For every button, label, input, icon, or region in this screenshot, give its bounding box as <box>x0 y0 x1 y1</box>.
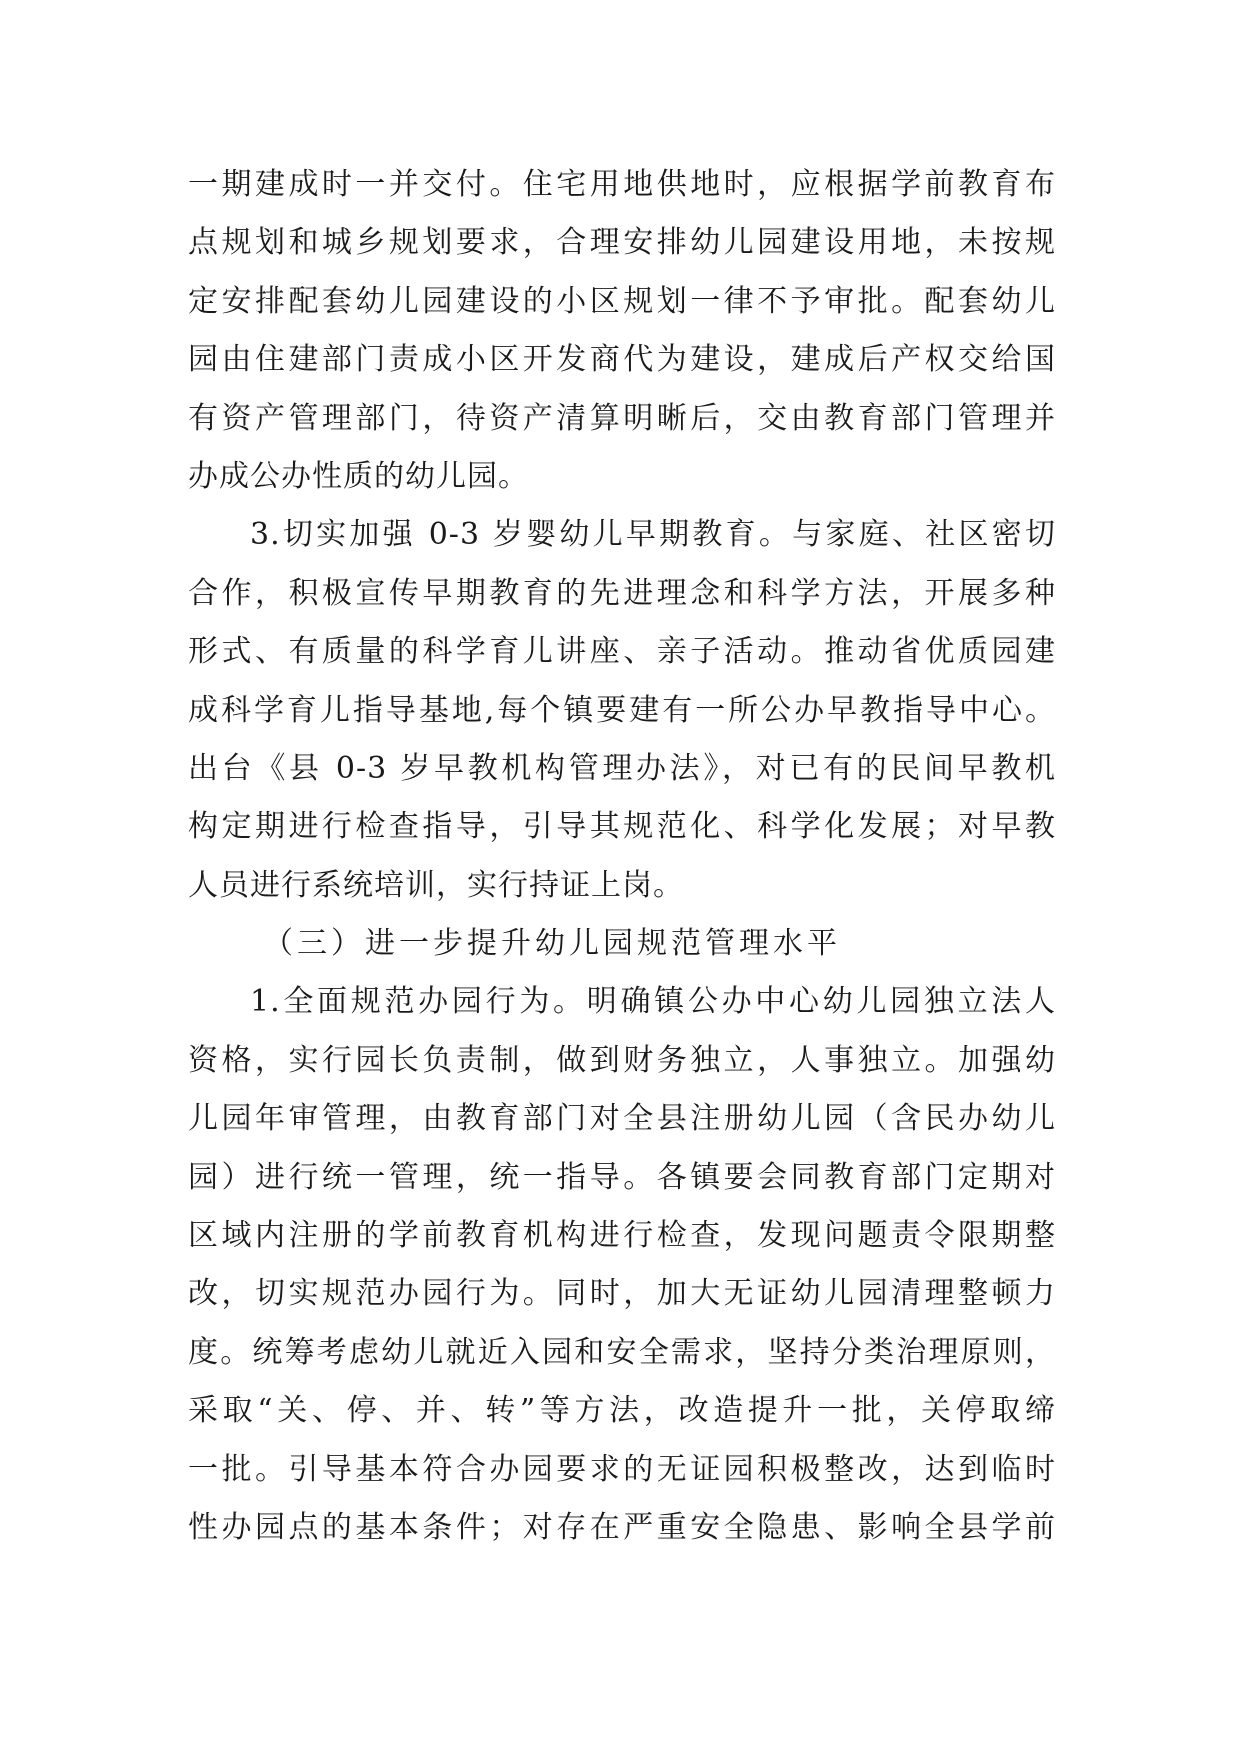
text-line: 改，切实规范办园行为。同时，加大无证幼儿园清理整顿力 <box>188 1276 1056 1312</box>
paragraph <box>188 973 1056 1557</box>
text-line: 儿园年审管理，由教育部门对全县注册幼儿园（含民办幼儿 <box>188 1101 1056 1137</box>
text-line: 点规划和城乡规划要求，合理安排幼儿园建设用地，未按规 <box>188 225 1056 261</box>
text-line: 定安排配套幼儿园建设的小区规划一律不予审批。配套幼儿 <box>188 283 1056 319</box>
text-line: 度。统筹考虑幼儿就近入园和安全需求，坚持分类治理原则， <box>188 1334 1056 1370</box>
text-line: 园由住建部门责成小区开发商代为建设，建成后产权交给国 <box>188 342 1056 378</box>
paragraph <box>188 156 1056 506</box>
text-line: 成科学育儿指导基地,每个镇要建有一所公办早教指导中心。 <box>188 692 1056 728</box>
document-body <box>188 156 1056 1557</box>
text-line: 合作，积极宣传早期教育的先进理念和科学方法，开展多种 <box>188 575 1056 611</box>
text-line: 采取“关、停、并、转”等方法，改造提升一批，关停取缔 <box>188 1393 1056 1429</box>
section-heading <box>188 915 1056 973</box>
paragraph <box>188 506 1056 915</box>
text-line: 一批。引导基本符合办园要求的无证园积极整改，达到临时 <box>188 1451 1056 1487</box>
text-line: 人员进行系统培训，实行持证上岗。 <box>188 867 684 903</box>
text-line: 一期建成时一并交付。住宅用地供地时，应根据学前教育布 <box>188 167 1056 202</box>
text-line: 出台《县 0-3 岁早教机构管理办法》，对已有的民间早教机 <box>188 750 1056 786</box>
text-line: 资格，实行园长负责制，做到财务独立，人事独立。加强幼 <box>188 1042 1056 1078</box>
text-line: 构定期进行检查指导，引导其规范化、科学化发展；对早教 <box>188 809 1056 845</box>
heading-line: （三）进一步提升幼儿园规范管理水平 <box>263 926 841 962</box>
text-line: 3.切实加强 0-3 岁婴幼儿早期教育。与家庭、社区密切 <box>250 517 1056 553</box>
text-line: 有资产管理部门，待资产清算明晰后，交由教育部门管理并 <box>188 400 1056 436</box>
text-line: 办成公办性质的幼儿园。 <box>188 458 529 494</box>
text-line: 1.全面规范办园行为。明确镇公办中心幼儿园独立法人 <box>250 984 1056 1020</box>
text-line: 形式、有质量的科学育儿讲座、亲子活动。推动省优质园建 <box>188 634 1056 670</box>
text-line: 区域内注册的学前教育机构进行检查，发现问题责令限期整 <box>188 1218 1056 1254</box>
text-line: 园）进行统一管理，统一指导。各镇要会同教育部门定期对 <box>188 1159 1056 1195</box>
text-line: 性办园点的基本条件；对存在严重安全隐患、影响全县学前 <box>188 1509 1056 1545</box>
